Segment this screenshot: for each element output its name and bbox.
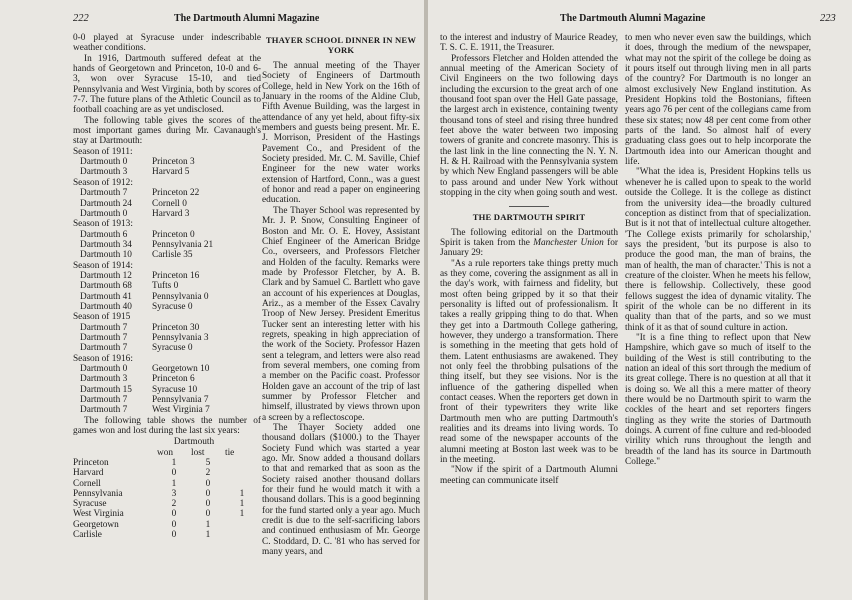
season-label: Season of 1914: xyxy=(73,260,133,271)
cell-tie: 1 xyxy=(239,488,245,499)
game-score-row xyxy=(73,188,261,198)
right-magazine-title: The Dartmouth Alumni Magazine xyxy=(560,13,706,24)
game-score-row xyxy=(73,374,261,384)
editorial-intro-start: The following editorial on the Dartmouth Spirit is taken from the xyxy=(440,227,618,248)
game-score-row xyxy=(73,302,261,312)
opponent-score: Princeton 6 xyxy=(152,374,195,385)
cell-lost: 0 xyxy=(205,488,211,499)
intro-paragraph: In 1916, Dartmouth suffered defeat at the hands of Georgetown and Princeton, 10-0 and 6-3, won over Syracuse 15-10, and tied Pennsylvania and West Virginia, both by scores of 7-7. The future plans of the Athletic Council as to football coaching are as yet undisclosed. xyxy=(73,53,261,116)
editorial-paragraph: "What the idea is, President Hopkins tells us whenever he is called upon to speak to the world outside the College. It is the college as distinct from the university idea—the broadly cultured conception as distinct from that of specialization. But is it not that of intellectual culture altogether. 'The College exists primarily for scholarship,' says the president, 'but its purpose is also to produce the good man, the man of brains, the man of health, the man of character.' This is not a creature of the cloister. When he meets his fellow, there is fellowship. Collectively, these good fellows suggest the idea of dynamic vitality. The spirit of the whole can be no different in its quality than that of the parts, and so we must think of it as that of sound culture in action. xyxy=(625,167,811,333)
dartmouth-score: Dartmouth 7 xyxy=(80,188,128,199)
cell-lost: 0 xyxy=(205,509,211,520)
cell-team: Harvard xyxy=(73,468,104,479)
season-label: Season of 1912: xyxy=(73,177,133,188)
cell-team: West Virginia xyxy=(73,509,124,520)
thayer-paragraph: The annual meeting of the Thayer Society of Engineers of Dartmouth College, held in New York on the 16th of January in the rooms of the Aldine Club, Fifth Avenue Building, was the largest in attendance of any yet held, about fifty-six members and guests being present. Mr. E. J. Morrison, President of the Hastings Pavement Co., and President of the Society presided. Mr. C. M. Saville, Chief Engineer for the new water works extension of Hartford, Conn., was a guest of honor and read a paper on engineering education. xyxy=(262,61,420,206)
opponent-score: Syracuse 0 xyxy=(152,343,193,354)
opponent-score: Princeton 16 xyxy=(152,270,200,281)
dartmouth-score: Dartmouth 3 xyxy=(80,167,128,178)
cell-team: Cornell xyxy=(73,478,101,489)
opponent-score: Princeton 3 xyxy=(152,157,195,168)
thayer-heading: THAYER SCHOOL DINNER IN NEW YORK xyxy=(265,35,417,55)
dartmouth-score: Dartmouth 6 xyxy=(80,229,128,240)
game-score-row xyxy=(73,343,261,353)
game-score-row xyxy=(73,199,261,209)
opponent-score: Georgetown 10 xyxy=(152,364,210,374)
season-label: Season of 1913: xyxy=(73,219,133,230)
game-score-row xyxy=(73,230,261,240)
dartmouth-score: Dartmouth 41 xyxy=(80,291,132,302)
editorial-intro xyxy=(440,228,618,259)
thayer-paragraph: The Thayer School was represented by Mr. J. P. Snow, Consulting Engineer of Boston and Mr. O. E. Hovey, Assistant Chief Engineer of the American Bridge Co., overseers, and Professors Fletcher and Holden of the faculty. Remarks were made by Professor Fletcher, by A. B. Clark and by Samuel C. Bartlett who gave an account of his experiences at Douglas, Ariz., as a member of the Essex Cavalry Troop of New Jersey. President Emeritus Tucker sent an interesting letter with his regrets, speaking in high appreciation of the work of the Society. Professor Hazen sent a telegram, and letters were also read from several members, one coming from a member on the Pacific coast. Professor Holden gave an account of the trip of last summer by Professor Fletcher and himself, illustrated by views thrown upon a screen by a reflectoscope. xyxy=(262,205,420,423)
editorial-continued: to men who never even saw the buildings, which it does, through the medium of the newspaper, what may not the spirit of the college be doing as it pours itself out through living men in all parts of the country? For Dartmouth is no longer an almost exclusively New England institution. As President Hopkins told the Bostonians, fifteen years ago 76 per cent of the collegians came from these six states; now 48 per cent come from other parts of the land. So almost half of every graduating class goes out to help incorporate the Dartmouth idea into our American thought and life. xyxy=(625,33,811,168)
game-score-row xyxy=(73,292,261,302)
opponent-score: Pennsylvania 3 xyxy=(152,332,209,343)
opponent-score: Syracuse 0 xyxy=(152,301,193,312)
table-row xyxy=(73,458,259,468)
opponent-score: West Virginia 7 xyxy=(152,405,210,416)
opponent-score: Cornell 0 xyxy=(152,198,187,209)
opponent-score: Carlisle 35 xyxy=(152,250,193,261)
game-score-row xyxy=(73,250,261,260)
left-page-number: 222 xyxy=(73,13,89,24)
dartmouth-score: Dartmouth 0 xyxy=(80,364,128,374)
readey-paragraph: to the interest and industry of Maurice Readey, T. S. C. E. 1911, the Treasurer. xyxy=(440,33,618,54)
cell-lost: 2 xyxy=(205,468,211,479)
cell-lost: 0 xyxy=(205,478,211,489)
opponent-score: Pennsylvania 0 xyxy=(152,291,209,302)
cell-won: 2 xyxy=(171,499,177,510)
dartmouth-score: Dartmouth 7 xyxy=(80,322,128,333)
game-score-row xyxy=(73,405,261,415)
left-magazine-title: The Dartmouth Alumni Magazine xyxy=(174,13,320,24)
table-row xyxy=(73,499,259,509)
dartmouth-score: Dartmouth 7 xyxy=(80,332,128,343)
right-column-1 xyxy=(440,33,618,486)
game-score-row xyxy=(73,281,261,291)
dartmouth-score: Dartmouth 12 xyxy=(80,270,132,281)
cell-tie xyxy=(225,458,259,468)
cell-tie xyxy=(225,530,259,540)
record-intro: The following table shows the number of games won and lost during the last six years: xyxy=(73,415,261,437)
cell-lost: 1 xyxy=(205,519,211,530)
record-table xyxy=(73,437,259,540)
cell-tie xyxy=(225,479,259,489)
table-row xyxy=(73,530,259,540)
right-column-2 xyxy=(625,33,811,467)
opponent-score: Princeton 30 xyxy=(152,322,200,333)
dartmouth-score: Dartmouth 10 xyxy=(80,250,132,261)
game-score-row xyxy=(73,323,261,333)
right-page-header xyxy=(428,13,852,27)
cell-won: 1 xyxy=(171,458,177,468)
game-score-row xyxy=(73,209,261,219)
season-label: Season of 1911: xyxy=(73,146,133,157)
dartmouth-score: Dartmouth 0 xyxy=(80,157,128,168)
game-score-row xyxy=(73,240,261,250)
editorial-paragraph: "It is a fine thing to reflect upon that New Hampshire, which gave so much of itself to the building of the West is still contributing to the nation an ideal of this sort through the medium of its great college. There is no question at all that it is doing so. We all this a mere matter of theory there would be no Dartmouth spirit to warm the cockles of the heart and set reporters fingers tingling as they write the stories of Dartmouth doings. A current of fine culture and red-blooded virility which runs throughout the length and breadth of the land has its source in Dartmouth College." xyxy=(625,332,811,468)
record-group-header: Dartmouth xyxy=(173,437,215,448)
opponent-score: Tufts 0 xyxy=(152,281,179,292)
cell-tie xyxy=(225,468,259,478)
dartmouth-score: Dartmouth 7 xyxy=(80,395,128,406)
cell-won: 0 xyxy=(171,530,177,541)
cell-tie xyxy=(225,520,259,530)
dartmouth-score: Dartmouth 7 xyxy=(80,343,128,354)
dartmouth-score: Dartmouth 7 xyxy=(80,405,128,416)
col-header-lost: lost xyxy=(191,447,205,458)
left-column-2 xyxy=(262,33,420,558)
editorial-intro-end: for January 29: xyxy=(440,237,618,259)
dartmouth-score: Dartmouth 24 xyxy=(80,198,132,209)
table-row xyxy=(73,520,259,530)
opponent-score: Harvard 5 xyxy=(152,167,190,178)
section-divider xyxy=(509,206,549,207)
game-score-row xyxy=(73,364,261,374)
record-table-body xyxy=(73,458,259,540)
dartmouth-score: Dartmouth 3 xyxy=(80,374,128,385)
cell-won: 0 xyxy=(171,468,177,479)
left-page xyxy=(0,0,424,600)
dartmouth-score: Dartmouth 40 xyxy=(80,301,132,312)
game-score-row xyxy=(73,167,261,177)
cell-tie: 1 xyxy=(239,509,245,520)
thayer-paragraph: The Thayer Society added one thousand dollars ($1000.) to the Thayer Society Fund which was started a year ago. Mr. Snow added a thousand dollars to that and remarked that as soon as the Society raised another thousand dollars for their fund he would match it with a thousand dollars. This is a good beginning for the fund started only a year ago. Much credit is due to the self-sacrificing labors and continued enthusiasm of Mr. George C. Stoddard, D. C. '81 who has served for many years, and xyxy=(262,423,420,558)
intro-paragraph: 0-0 played at Syracuse under indescribable weather conditions. xyxy=(73,33,261,54)
game-score-row xyxy=(73,333,261,343)
cell-lost: 0 xyxy=(205,499,211,510)
opponent-score: Pennsylvania 21 xyxy=(152,239,214,250)
cell-team: Pennsylvania xyxy=(73,488,123,499)
cell-won: 1 xyxy=(171,478,177,489)
scores-list xyxy=(73,147,261,416)
editorial-source: Manchester Union xyxy=(533,237,604,248)
table-row xyxy=(73,489,259,499)
cell-team: Princeton xyxy=(73,458,109,468)
right-page-number: 223 xyxy=(820,13,836,24)
table-row xyxy=(73,468,259,478)
editorial-paragraph: "Now if the spirit of a Dartmouth Alumni meeting can communicate itself xyxy=(440,465,618,486)
game-score-row xyxy=(73,157,261,167)
cell-lost: 5 xyxy=(205,458,211,468)
spirit-heading: THE DARTMOUTH SPIRIT xyxy=(472,211,586,222)
dartmouth-score: Dartmouth 34 xyxy=(80,239,132,250)
opponent-score: Harvard 3 xyxy=(152,208,190,219)
left-column-1 xyxy=(73,33,261,540)
season-label: Season of 1916: xyxy=(73,353,133,364)
editorial-paragraph: "As a rule reporters take things pretty much as they come, covering the assignment as all in the day's work, with fairness and fidelity, but most often being gripped by it so that their personality is lifted out of professionalism. It takes a really gripping thing to do that. When they get into a Dartmouth College gathering, however, they undergo a transformation. There is something in the meeting that gets hold of them. Latent enthusiasms are awakened. They not only feel the throbbing pulsations of the thing itself, but they see visions. Nor is the influence of the gathering dispelled when contact ceases. When the reporters get down in front of their typewriters they write like Dartmouth men who are putting Dartmouth's realities and its dreams into living words. To read some of the newspaper accounts of the alumni meeting at Boston last week was to be in the meeting. xyxy=(440,258,618,466)
intro-paragraph: The following table gives the scores of the most important games during Mr. Cavanaugh's stay at Dartmouth: xyxy=(73,115,261,147)
left-page-header xyxy=(0,13,424,27)
cell-tie: 1 xyxy=(239,499,245,510)
opponent-score: Princeton 0 xyxy=(152,229,195,240)
cell-lost: 1 xyxy=(205,530,211,541)
cell-won: 0 xyxy=(171,509,177,520)
col-header-won: won xyxy=(157,447,174,458)
dartmouth-score: Dartmouth 68 xyxy=(80,281,132,292)
cell-won: 0 xyxy=(171,519,177,530)
cell-won: 3 xyxy=(171,488,177,499)
game-score-row xyxy=(73,271,261,281)
opponent-score: Pennsylvania 7 xyxy=(152,395,209,406)
cell-team: Carlisle xyxy=(73,530,102,541)
opponent-score: Syracuse 10 xyxy=(152,384,198,395)
right-page xyxy=(428,0,852,600)
game-score-row xyxy=(73,385,261,395)
table-row xyxy=(73,479,259,489)
asce-paragraph: Professors Fletcher and Holden attended the annual meeting of the American Society of Civil Engineers on the two following days including the excursion to the great arch of one thousand foot span over the Hell Gate passage, the largest arch in existence, containing twenty thousand tons of steel and rising three hundred feet above the water between two imposing towers of granite and concrete masonry. This is the last link in the line connecting the N. Y. N. H. & H. Railroad with the Pennsylvania system by which New England passengers will be able to pass around and under New York without stopping in the city when going south and west. xyxy=(440,53,618,199)
opponent-score: Princeton 22 xyxy=(152,188,200,199)
cell-team: Syracuse xyxy=(73,499,107,510)
col-header-tie: tie xyxy=(225,447,235,458)
cell-team: Georgetown xyxy=(73,519,119,530)
game-score-row xyxy=(73,395,261,405)
dartmouth-score: Dartmouth 0 xyxy=(80,208,128,219)
table-row xyxy=(73,509,259,519)
dartmouth-score: Dartmouth 15 xyxy=(80,384,132,395)
season-label: Season of 1915 xyxy=(73,312,131,323)
